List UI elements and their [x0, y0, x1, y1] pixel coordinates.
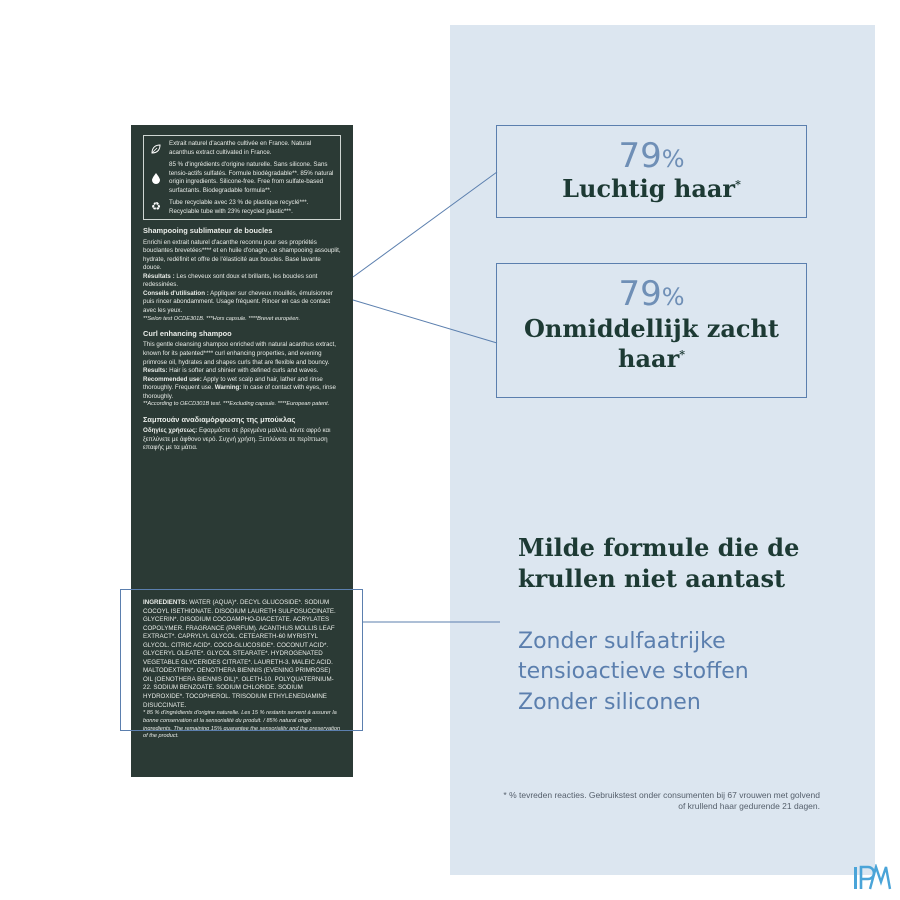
en-results: Results: Hair is softer and shinier with defined curls and waves.	[143, 367, 319, 375]
connector-line	[353, 300, 497, 343]
en-usage: Recommended use: Apply to wet scalp and hair, lather and rinse thoroughly. Frequent use. Warning: In case of contact with eyes, rinse thoroughly.	[143, 375, 336, 400]
subline-silicone-free: Zonder siliconen	[518, 689, 701, 715]
gr-usage: Οδηγίες χρήσεως: Εφαρμόστε σε βρεγμένα μαλλιά, κάντε αφρό και ξεπλύνετε με άφθονο νερό. Συχνή χρήση. Ξεπλύνετε σε περίπτωση επαφής με τα μάτια.	[143, 427, 331, 452]
fr-usage: Conseils d'utilisation : Appliquer sur cheveux mouillés, émulsionner puis rincer abondamment. Usage fréquent. Rincer en cas de contact avec les yeux.	[143, 289, 333, 314]
fr-note: **Selon test OCDE301B. ***Hors capsule. ****Brevet européen.	[143, 315, 301, 322]
claim-text: Extrait naturel d'acanthe cultivée en France. Natural acanthus extract cultivated in France.	[169, 140, 312, 156]
stat-box-airy-hair	[496, 125, 807, 218]
ingredients-footer: * 85 % d'ingrédients d'origine naturelle. Les 15 % restants servent à assurer la bonne conservation et la sensorialité du produit. / 85% natural origin ingredients. The remaining 15% guarantee the sensoriality and the preservation of the product.	[143, 710, 341, 740]
recycle-icon: ♻	[151, 201, 161, 214]
stat-box-soft-hair	[496, 263, 807, 398]
footnote: * % tevreden reacties. Gebruikstest onder consumenten bij 67 vrouwen met golvend of krullend haar gedurende 21 dagen.	[503, 790, 820, 812]
ipm-logo	[852, 864, 892, 899]
ingredients-list: INGREDIENTS: WATER (AQUA)*. DECYL GLUCOSIDE*. SODIUM COCOYL ISETHIONATE. DISODIUM LAURETH SULFOSUCCINATE. GLYCERIN*. DISODIUM COCOAMPHO-DIACETATE. ACRYLATES COPOLYMER. FRAGRANCE (PARFUM). ACANTHUS MOLLIS LEAF EXTRACT*. CAPRYLYL GLYCOL. CETEARETH-60 MYRISTYL GLYCOL. CITRIC ACID*. COCO-GLUCOSIDE*. COCONUT ACID*. GLYCERYL OLEATE*. GLYCOL STEARATE*. HYDROGENATED VEGETABLE GLYCERIDES CITRATE*. LAURETH-3. MALEIC ACID. MALTODEXTRIN*. OENOTHERA BIENNIS (EVENING PRIMROSE) OIL (OENOTHERA BIENNIS OIL)*. OLETH-10. POLYQUATERNIUM-22. SODIUM BENZOATE. SODIUM CHLORIDE. SODIUM HYDROXIDE*. TOCOPHEROL. TRISODIUM ETHYLENEDIAMINE DISUCCINATE.	[143, 599, 336, 709]
subline-sulfate-free: Zonder sulfaatrijke tensioactieve stoffen	[518, 629, 749, 685]
en-body: This gentle cleansing shampoo enriched with natural acanthus extract, known for its patented**** curl enhancing properties, and evening primrose oil, hydrates and shapes curls that are flexible and bouncy.	[143, 341, 336, 366]
fr-title: Shampooing sublimateur de boucles	[143, 226, 273, 236]
fr-body: Enrichi en extrait naturel d'acanthe reconnu pour ses propriétés bouclantes brevetées**** et en huile d'onagre, ce shampooing assouplit, hydrate, redéfinit et offre de l'élasticité aux boucles. Base lavante douce.	[143, 238, 341, 272]
stat-percent: 79%	[618, 136, 685, 176]
stat-label: Luchtig haar*	[562, 174, 741, 203]
fr-results: Résultats : Les cheveux sont doux et brillants, les boucles sont redessinées.	[143, 272, 318, 289]
ipm-logo-mark	[852, 864, 892, 892]
en-note: **According to OECD301B test. ***Excluding capsule. ****European patent.	[143, 401, 330, 408]
claim-text: Tube recyclable avec 23 % de plastique recyclé***. Recyclable tube with 23% recycled plastic***.	[169, 199, 309, 215]
subline-block	[518, 627, 858, 718]
claim-text: 85 % d'ingrédients d'origine naturelle. Sans silicone. Sans tensio-actifs sulfatés. Formule biodégradable**. 85% natural origin ingredients. Silicone-free. Free from sulfate-based surfactants. Biodegradable formula**.	[169, 161, 334, 194]
stat-label: Onmiddellijk zacht haar*	[523, 314, 780, 373]
stat-percent: 79%	[618, 274, 685, 314]
gr-title: Σαμπουάν αναδιαμόρφωσης της μπούκλας	[143, 415, 296, 424]
en-title: Curl enhancing shampoo	[143, 329, 232, 339]
headline: Milde formule die de krullen niet aantast	[518, 533, 800, 593]
connector-line	[353, 172, 497, 277]
